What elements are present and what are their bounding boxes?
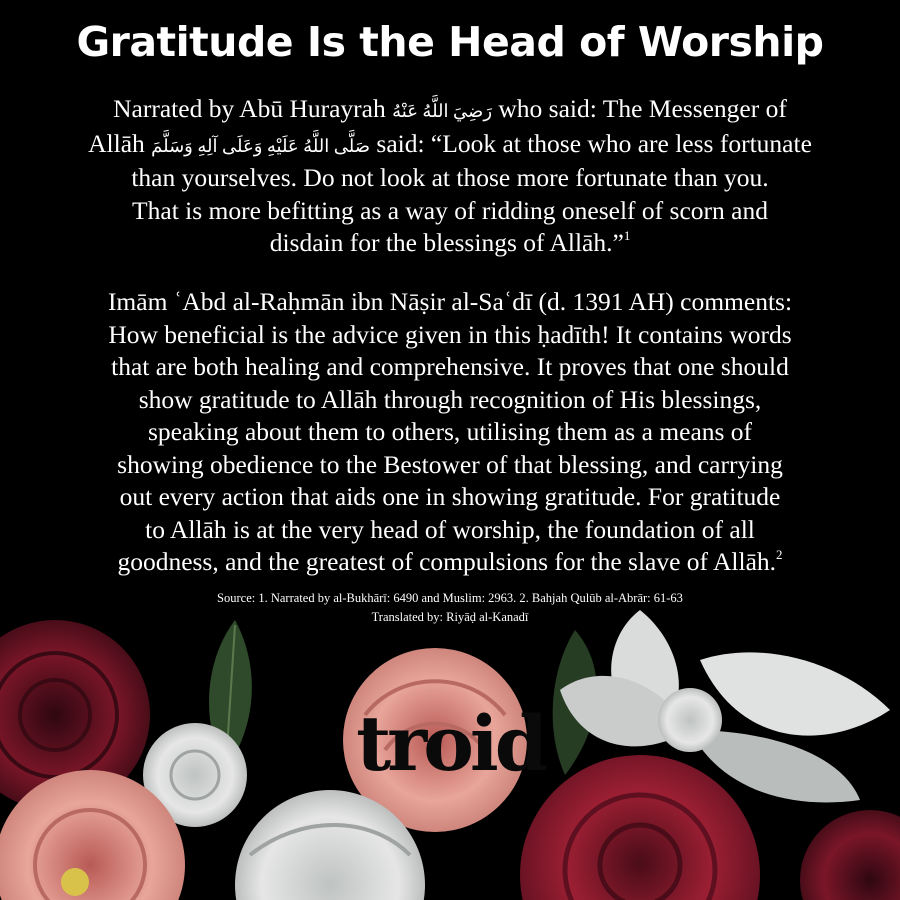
companion-honorific: رَضِيَ اللَّهُ عَنْهُ	[392, 101, 493, 121]
prophet-honorific: صَلَّى اللَّهُ عَلَيْهِ وَعَلَى آلِهِ وَسَلَّمَ	[151, 135, 371, 156]
page-title: Gratitude Is the Head of Worship	[76, 18, 824, 66]
hadith-line-2a: Allāh	[88, 128, 145, 158]
hadith-line-5: disdain for the blessings of Allāh.”	[269, 228, 624, 257]
hadith-paragraph	[60, 93, 840, 260]
hadith-line-1a: Narrated by Abū Hurayrah	[113, 94, 386, 123]
commentary-line: out every action that aids one in showing gratitude. For gratitude	[119, 482, 781, 511]
commentary-line: that are both healing and comprehensive. It proves that one should	[111, 352, 789, 381]
commentary-line: goodness, and the greatest of compulsions for the slave of Allāh.	[117, 547, 777, 576]
commentary-line: show gratitude to Allāh through recognition of His blessings,	[138, 384, 762, 414]
commentary-line: to Allāh is at the very head of worship, the foundation of all	[145, 514, 755, 544]
source-line: Source: 1. Narrated by al-Bukhārī: 6490 and Muslim: 2963. 2. Bahjah Qulūb al-Abrār: 61-63	[217, 591, 683, 605]
hadith-line-1b: who said: The Messenger of	[498, 94, 787, 123]
commentary-line: showing obedience to the Bestower of that blessing, and carrying	[117, 449, 783, 479]
hadith-line-2b: said: “Look at those who are less fortunate	[376, 128, 812, 158]
translator-line: Translated by: Riyāḍ al-Kanadī	[371, 610, 529, 624]
commentary-line: Imām ʿAbd al-Raḥmān ibn Nāṣir al-Saʿdī (d. 1391 AH) comments:	[107, 287, 793, 316]
rose-red-right	[800, 810, 900, 900]
hadith-line-3: than yourselves. Do not look at those more fortunate than you.	[131, 163, 769, 192]
troid-logo: troid	[356, 699, 544, 788]
commentary-line: How beneficial is the advice given in this ḥadīth! It contains words	[108, 319, 792, 349]
commentary-line: speaking about them to others, utilising them as a means of	[147, 417, 753, 446]
commentary-paragraph	[60, 286, 840, 579]
footnote-ref-2: 2	[776, 547, 783, 562]
footnote-ref-1: 1	[623, 228, 631, 243]
hadith-line-4: That is more befitting as a way of ridding oneself of scorn and	[132, 195, 768, 225]
